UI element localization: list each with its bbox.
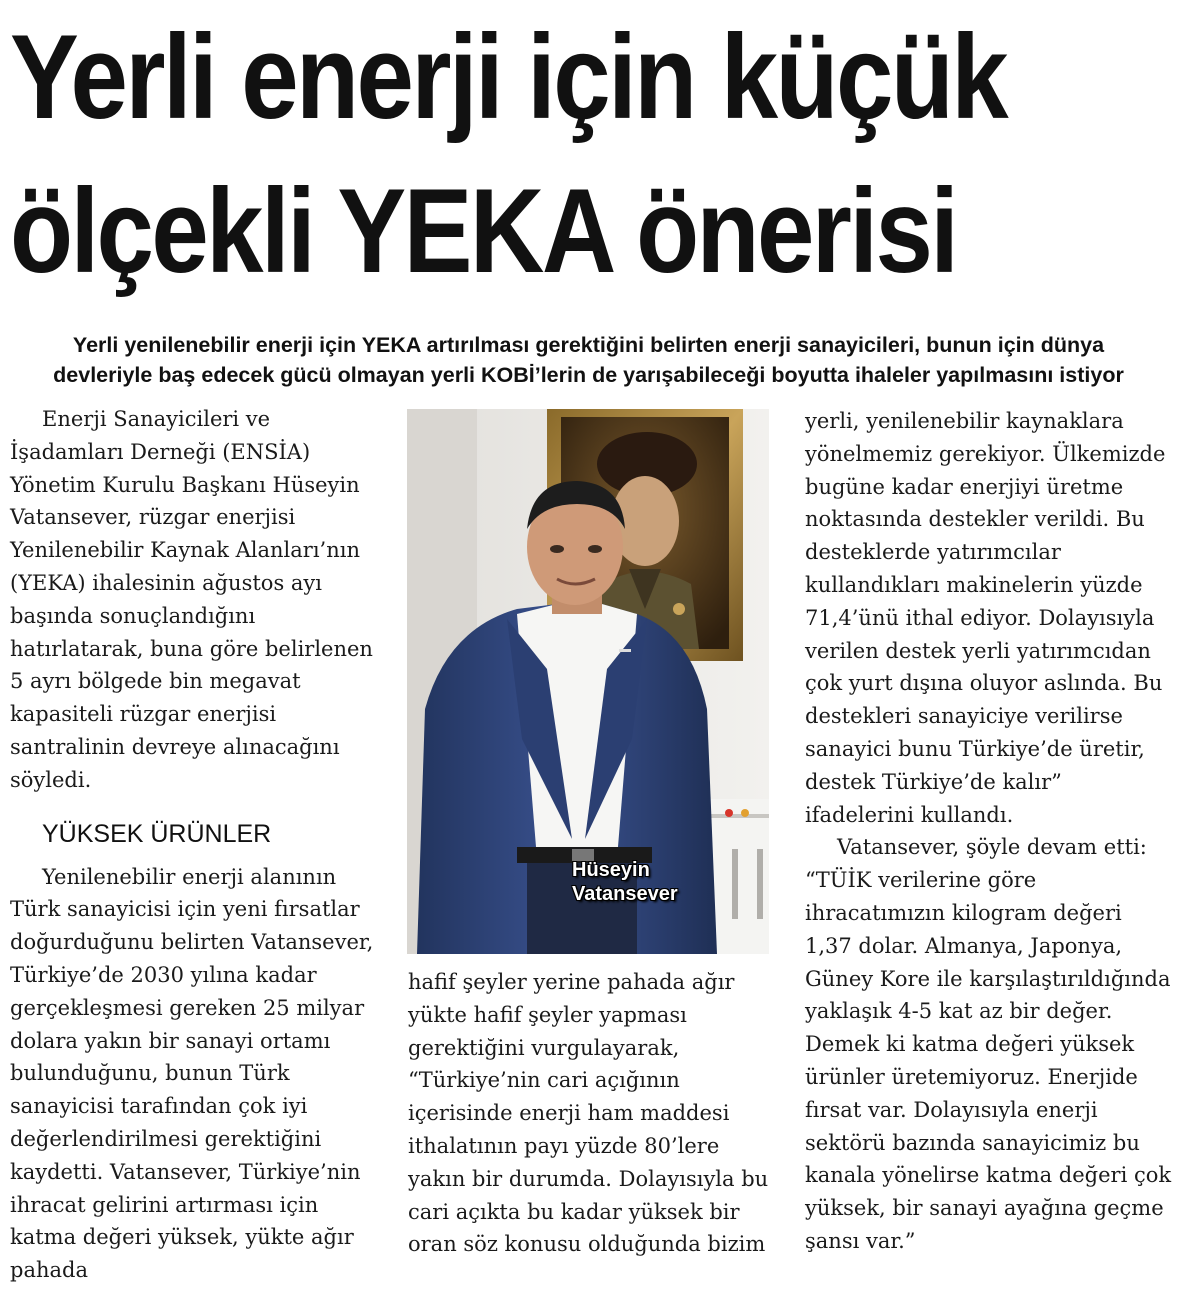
headline xyxy=(10,0,1008,308)
middle-column xyxy=(408,966,783,1261)
photo-caption-line-2: Vatansever xyxy=(572,883,678,905)
photo-caption-line-1: Hüseyin xyxy=(572,859,650,881)
photo-caption xyxy=(572,858,678,906)
deck-line-1: Yerli yenilenebilir enerji için YEKA artırılması gerektiğini belirten enerji sanayicileri, bunun için dünya xyxy=(72,333,1105,357)
body-paragraph: hafif şeyler yerine pahada ağır yükte hafif şeyler yapması gerektiğini vurgulayarak, “Türkiye’nin cari açığının içerisinde enerji ham maddesi ithalatının payı yüzde 80’lere yakın bir durumda. Dolayısıyla bu cari açıkta bu kadar yüksek bir oran söz konusu olduğunda bizim xyxy=(408,970,769,1257)
headline-line-1: Yerli enerji için küçük xyxy=(10,10,1007,144)
headline-line-2: ölçekli YEKA önerisi xyxy=(10,164,957,298)
deck-line-2: devleriyle baş edecek gücü olmayan yerli KOBİ’lerin de yarışabileceği boyutta ihaleler yapılmasını istiyor xyxy=(53,363,1124,387)
body-paragraph: Enerji Sanayicileri ve İşadamları Derneği (ENSİA) Yönetim Kurulu Başkanı Hüseyin Vatansever, rüzgar enerjisi Yenilenebilir Kaynak Alanları’nın (YEKA) ihalesinin ağustos ayı başında sonuçlandığını hatırlatarak, buna göre belirlenen 5 ayrı bölgede bin megavat kapasiteli rüzgar enerjisi santralinin devreye alınacağını söyledi. xyxy=(10,407,373,792)
left-column xyxy=(10,403,380,1287)
subheading: YÜKSEK ÜRÜNLER xyxy=(42,819,272,848)
body-paragraph: Vatansever, şöyle devam etti: “TÜİK verilerine göre ihracatımızın kilogram değeri 1,37 dolar. Almanya, Japonya, Güney Kore ile karşılaştırıldığında yaklaşık 4-5 kat az bir değer. Demek ki katma değeri yüksek ürünler üretemiyoruz. Enerjide fırsat var. Dolayısıyla enerji sektörü bazında sanayicimiz bu kanala yönelirse katma değeri çok yüksek, bir sanayi ayağına geçme şansı var.” xyxy=(805,835,1172,1253)
deck xyxy=(8,330,1169,390)
body-paragraph: yerli, yenilenebilir kaynaklara yönelmemiz gerekiyor. Ülkemizde bugüne kadar enerjiyi üretme noktasında destekler verildi. Bu desteklerde yatırımcılar kullandıkları makinelerin yüzde 71,4’ünü ithal ediyor. Dolayısıyla verilen destek yerli yatırımcıdan çok yurt dışına oluyor aslında. Bu destekleri sanayiciye verilirse sanayici bunu Türkiye’de üretir, destek Türkiye’de kalır” ifadelerini kullandı. xyxy=(805,409,1166,827)
body-paragraph: Yenilenebilir enerji alanının Türk sanayicisi için yeni fırsatlar doğurduğunu belirten Vatansever, Türkiye’de 2030 yılına kadar gerçekleşmesi gereken 25 milyar dolara yakın bir sanayi ortamı bulunduğunu, bunun Türk sanayicisi tarafından çok iyi değerlendirilmesi gerektiğini kaydetti. Vatansever, Türkiye’nin ihracat gelirini artırması için katma değeri yüksek, yükte ağır pahada xyxy=(10,864,374,1283)
right-column xyxy=(805,405,1175,1258)
